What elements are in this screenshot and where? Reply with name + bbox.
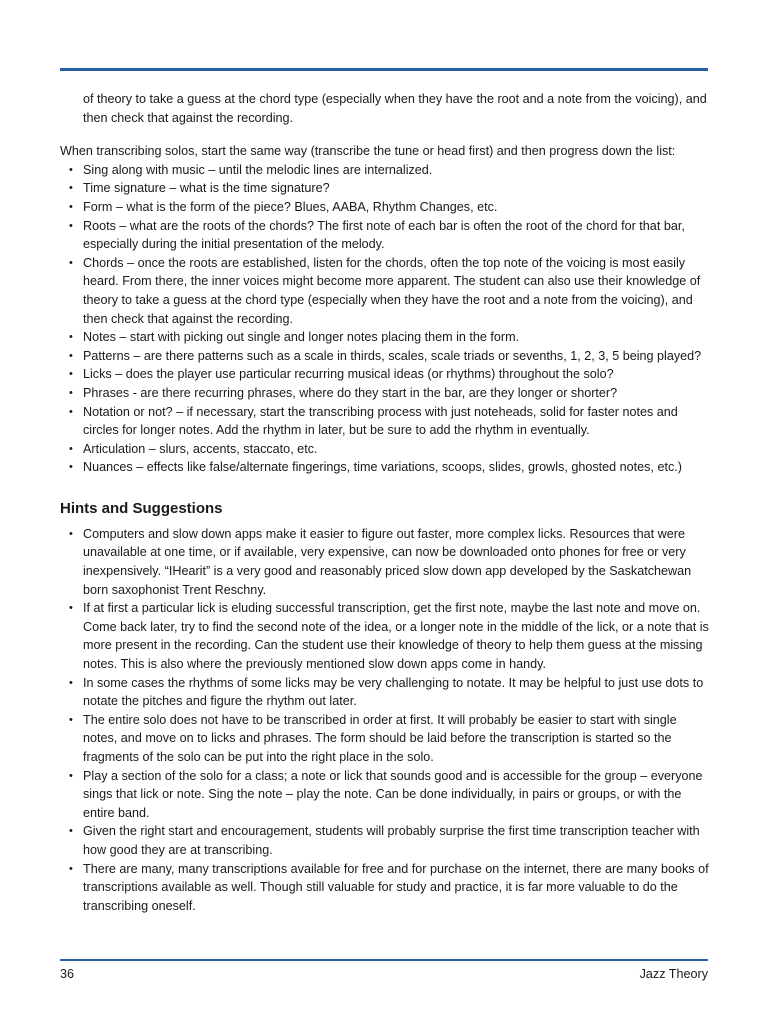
- transcription-steps-list: [60, 161, 710, 477]
- list-item: • Nuances – effects like false/alternate fingerings, time variations, scoops, slides, growls, ghosted notes, etc.): [60, 458, 710, 477]
- list-item: • Time signature – what is the time signature?: [60, 179, 710, 198]
- book-title: Jazz Theory: [639, 967, 708, 981]
- intro-paragraph: When transcribing solos, start the same way (transcribe the tune or head first) and then progress down the list:: [60, 144, 676, 159]
- list-item: • Notation or not? – if necessary, start the transcribing process with just noteheads, solid for faster notes and circles for longer notes. Add the rhythm in later, but be sure to add the rhythm in eventually.: [60, 403, 710, 440]
- list-item: • Chords – once the roots are established, listen for the chords, often the top note of the voicing is most easily heard. From there, the inner voices might become more apparent. The student can also use their knowledge of theory to take a guess at the chord type (especially when they have the root and a note from the voicing), and then check that against the recording.: [60, 254, 710, 328]
- list-item: • Roots – what are the roots of the chords? The first note of each bar is often the root of the chord for that bar, especially during the initial presentation of the melody.: [60, 217, 710, 254]
- list-item: • Given the right start and encouragement, students will probably surprise the first time transcription teacher with how good they are at transcribing.: [60, 822, 710, 859]
- list-item: • The entire solo does not have to be transcribed in order at first. It will probably be easier to start with single notes, and move on to licks and phrases. The form should be laid before the transcription is started so the fragments of the solo can be put into the right place in the solo.: [60, 711, 710, 767]
- hints-list: [60, 525, 710, 915]
- list-item: • Computers and slow down apps make it easier to figure out faster, more complex licks. Resources that were unavailable at one time, or if available, very expensive, can now be downloaded onto phones for free or very inexpensively. “IHearit” is a very good and reasonably priced slow down app developed by the Saskatchewan born saxophonist Trent Reschny.: [60, 525, 710, 599]
- list-item: • In some cases the rhythms of some licks may be very challenging to notate. It may be helpful to just use dots to notate the pitches and figure the rhythm out later.: [60, 674, 710, 711]
- list-item: • Articulation – slurs, accents, staccato, etc.: [60, 440, 710, 459]
- continued-paragraph: of theory to take a guess at the chord type (especially when they have the root and a note from the voicing), and then check that against the recording.: [83, 92, 707, 125]
- list-item: • Licks – does the player use particular recurring musical ideas (or rhythms) throughout the solo?: [60, 365, 710, 384]
- list-item: • If at first a particular lick is eluding successful transcription, get the first note, maybe the last note and move on. Come back later, try to find the second note of the idea, or a longer note in the middle of the lick, or a note that is more present in the recording. Can the student use their knowledge of theory to help them guess at the missing notes. This is also where the previously mentioned slow down apps come in handy.: [60, 599, 710, 673]
- list-item: • Form – what is the form of the piece? Blues, AABA, Rhythm Changes, etc.: [60, 198, 710, 217]
- list-item: • Play a section of the solo for a class; a note or lick that sounds good and is accessible for the group – everyone sings that lick or note. Sing the note – play the note. Can be done individually, in pairs or groups, or with the entire band.: [60, 767, 710, 823]
- page-number: 36: [60, 967, 75, 981]
- footer-rule: [60, 959, 708, 961]
- list-item: • Sing along with music – until the melodic lines are internalized.: [60, 161, 710, 180]
- page-body: [60, 90, 710, 915]
- section-heading: Hints and Suggestions: [60, 499, 223, 517]
- list-item: • Notes – start with picking out single and longer notes placing them in the form.: [60, 328, 710, 347]
- list-item: • Patterns – are there patterns such as a scale in thirds, scales, scale triads or sevenths, 1, 2, 3, 5 being played?: [60, 347, 710, 366]
- list-item: • There are many, many transcriptions available for free and for purchase on the internet, there are many books of transcriptions available as well. Though still valuable for study and practice, it is far more valuable to do the transcribing oneself.: [60, 860, 710, 916]
- header-rule: [60, 68, 708, 71]
- list-item: • Phrases - are there recurring phrases, where do they start in the bar, are they longer or shorter?: [60, 384, 710, 403]
